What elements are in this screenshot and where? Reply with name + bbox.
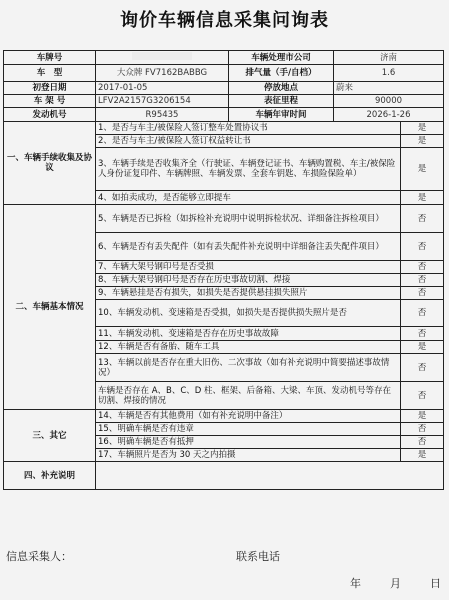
- item-text: 车辆是否存在 A、B、C、D 柱、框架、后备箱、大梁、车顶、发动机号等存在切割、焊接的情况: [96, 382, 401, 410]
- no-mark: 否: [417, 213, 427, 224]
- no-mark: 否: [417, 328, 427, 339]
- item-mark: [401, 436, 444, 449]
- item-text: 17、车辆照片是否为 30 天之内拍摄: [96, 449, 401, 462]
- item-mark: [401, 287, 444, 300]
- item-mark: [401, 341, 444, 354]
- no-mark: 否: [417, 262, 427, 272]
- yes-mark: 是: [417, 164, 427, 174]
- collector-label: 信息采集人：: [6, 550, 72, 563]
- item-text: 12、车辆是否有备胎、随车工具: [96, 341, 401, 354]
- item-mark: [401, 423, 444, 436]
- item-mark: [401, 382, 444, 410]
- plate-label: 车牌号: [4, 51, 96, 65]
- item-text: 8、车辆大架号钢印号是否存在历史事故切割、焊接: [96, 274, 401, 287]
- park-label: 停放地点: [229, 82, 334, 95]
- yes-mark: 是: [417, 342, 427, 352]
- item-text: 3、车辆手续是否收集齐全（行驶证、车辆登记证书、车辆购置税、车主/被保险人身份证复印件、车辆牌照、车辆发票、全套车钥匙、车损险保险单）: [96, 148, 401, 191]
- phone-label: 联系电话: [236, 550, 280, 563]
- item-mark: [401, 205, 444, 233]
- item-text: 7、车辆大架号钢印号是否受损: [96, 261, 401, 274]
- item-text: 16、明确车辆是否有抵押: [96, 436, 401, 449]
- no-mark: 否: [417, 275, 427, 285]
- item-text: 10、车辆发动机、变速箱是否受损，如损失是否提供损失照片是否: [96, 300, 401, 327]
- yes-mark: 是: [417, 123, 427, 133]
- item-text: 11、车辆发动机、变速箱是否存在历史事故故障: [96, 327, 401, 341]
- model-label: 车 型: [4, 65, 96, 82]
- year-value: 2026-1-26: [334, 108, 444, 122]
- page-title: 询价车辆信息采集问询表: [120, 10, 329, 31]
- table-row: [4, 205, 444, 233]
- yes-mark: 是: [417, 136, 427, 146]
- item-mark: [401, 135, 444, 148]
- row-plate: [4, 51, 444, 65]
- item-mark: [401, 449, 444, 462]
- section-2-label: 二、车辆基本情况: [4, 205, 96, 410]
- model-value: 大众牌 FV7162BABBG: [96, 65, 229, 82]
- item-mark: [401, 410, 444, 423]
- displacement-value: 1.6: [334, 65, 444, 82]
- month-label: 月: [390, 577, 401, 590]
- item-text: 2、是否与车主/被保险人签订权益转让书: [96, 135, 401, 148]
- table-row: [4, 462, 444, 490]
- day-label: 日: [430, 577, 441, 590]
- mileage-label: 表征里程: [229, 95, 334, 108]
- no-mark: 否: [417, 424, 427, 434]
- no-mark: 否: [417, 390, 427, 401]
- reg-value: 2017-01-05: [96, 82, 229, 95]
- item-mark: [401, 191, 444, 205]
- item-mark: [401, 327, 444, 341]
- reg-label: 初登日期: [4, 82, 96, 95]
- no-mark: 否: [417, 288, 427, 298]
- section-4-label: 四、补充说明: [4, 462, 96, 490]
- vehicle-info-table: [3, 50, 444, 490]
- item-mark: [401, 274, 444, 287]
- item-text: 1、是否与车主/被保险人签订整车处置协议书: [96, 122, 401, 135]
- row-vin: [4, 95, 444, 108]
- table-row: [4, 410, 444, 423]
- item-mark: [401, 122, 444, 135]
- item-text: 14、车辆是否有其他费用（如有补充说明中备注）: [96, 410, 401, 423]
- displacement-label: 排气量（手/自档）: [229, 65, 334, 82]
- yes-mark: 是: [417, 411, 427, 421]
- item-mark: [401, 354, 444, 382]
- no-mark: 否: [417, 362, 427, 373]
- section-1-label: 一、车辆手续收集及协议: [4, 122, 96, 205]
- engine-value: R95435: [96, 108, 229, 122]
- item-text: 4、如拍卖成功，是否能够立即提车: [96, 191, 401, 205]
- section-3-label: 三、其它: [4, 410, 96, 462]
- item-mark: [401, 300, 444, 327]
- row-reg: [4, 82, 444, 95]
- no-mark: 否: [417, 437, 427, 447]
- vin-value: LFV2A2157G3206154: [96, 95, 229, 108]
- plate-value: [96, 51, 229, 65]
- no-mark: 否: [417, 308, 427, 318]
- no-mark: 否: [417, 241, 427, 252]
- yes-mark: 是: [417, 192, 427, 203]
- park-value: 蔚来: [334, 82, 444, 95]
- item-text: 9、车辆悬挂是否有损失，如损失是否提供悬挂损失照片: [96, 287, 401, 300]
- plate-value-text: [132, 52, 192, 60]
- office-label: 车辆处理市公司: [229, 51, 334, 65]
- item-text: 5、车辆是否已拆检（如拆检补充说明中说明拆检状况、详细备注拆检项目）: [96, 205, 401, 233]
- engine-label: 发动机号: [4, 108, 96, 122]
- vin-label: 车 架 号: [4, 95, 96, 108]
- table-row: [4, 122, 444, 135]
- row-model: [4, 65, 444, 82]
- item-mark: [401, 233, 444, 261]
- yes-mark: 是: [417, 450, 427, 460]
- item-mark: [401, 261, 444, 274]
- mileage-value: 90000: [334, 95, 444, 108]
- year-label: 年: [350, 577, 361, 590]
- year-label: 车辆年审时间: [229, 108, 334, 122]
- item-text: 13、车辆以前是否存在重大旧伤、二次事故（如有补充说明中简要描述事故情况）: [96, 354, 401, 382]
- item-mark: [401, 148, 444, 191]
- item-text: 6、车辆是否有丢失配件（如有丢失配件补充说明中详细备注丢失配件项目）: [96, 233, 401, 261]
- row-engine: [4, 108, 444, 122]
- office-value: 济南: [334, 51, 444, 65]
- item-text: 15、明确车辆是否有违章: [96, 423, 401, 436]
- supplement-field[interactable]: [96, 462, 444, 490]
